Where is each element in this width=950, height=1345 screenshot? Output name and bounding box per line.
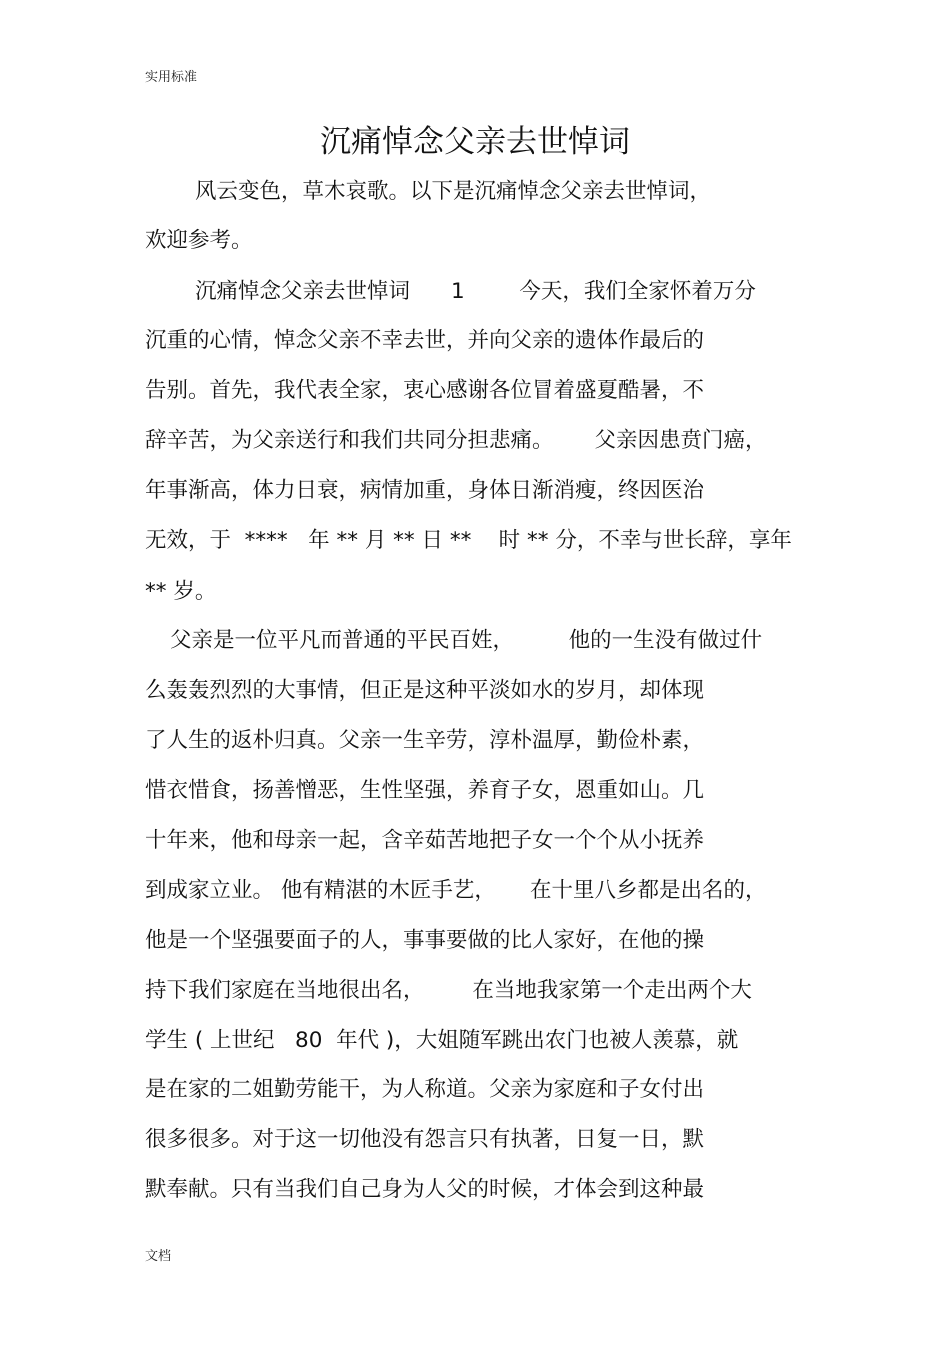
document-title: 沉痛悼念父亲去世悼词	[320, 124, 630, 160]
body-line: 年事渐高，体力日衰，病情加重，身体日渐消瘦，终因医治	[145, 478, 705, 503]
body-line: 默奉献。只有当我们自己身为人父的时候，才体会到这种最	[145, 1177, 705, 1202]
body-line: 风云变色，草木哀歌。以下是沉痛悼念父亲去世悼词，	[195, 179, 712, 204]
body-line: 是在家的二姐勤劳能干，为人称道。父亲为家庭和子女付出	[145, 1077, 705, 1102]
body-line: 持下我们家庭在当地很出名， 在当地我家第一个走出两个大	[145, 978, 752, 1003]
body-line: 沉重的心情，悼念父亲不幸去世，并向父亲的遗体作最后的	[145, 328, 705, 353]
page-header-label: 实用标准	[145, 70, 198, 85]
body-line: 很多很多。对于这一切他没有怨言只有执著，日复一日，默	[145, 1127, 705, 1152]
body-line: 辞辛苦，为父亲送行和我们共同分担悲痛。 父亲因患贲门癌，	[145, 428, 767, 453]
body-line: 十年来，他和母亲一起，含辛茹苦地把子女一个个从小抚养	[145, 828, 705, 853]
body-line: 惜衣惜食，扬善憎恶，生性坚强，养育子女，恩重如山。几	[145, 778, 705, 803]
page-footer-label: 文档	[145, 1249, 172, 1264]
body-line: 到成家立业。 他有精湛的木匠手艺， 在十里八乡都是出名的，	[145, 878, 767, 903]
body-line: 了人生的返朴归真。父亲一生辛劳，淳朴温厚，勤俭朴素，	[145, 728, 705, 753]
body-line: 他是一个坚强要面子的人，事事要做的比人家好，在他的操	[145, 928, 705, 953]
body-line: 欢迎参考。	[145, 228, 253, 253]
body-line: 无效，于 **** 年 ** 月 ** 日 ** 时 ** 分，不幸与世长辞，享年	[145, 528, 792, 553]
body-line: 告别。首先，我代表全家，衷心感谢各位冒着盛夏酷暑，不	[145, 378, 705, 403]
body-line: 学生 ( 上世纪 80 年代 )，大姐随军跳出农门也被人羡慕，就	[145, 1028, 739, 1053]
body-line: 父亲是一位平凡而普通的平民百姓， 他的一生没有做过什	[170, 628, 763, 653]
body-line: 沉痛悼念父亲去世悼词 1 今天，我们全家怀着万分	[195, 279, 756, 304]
body-line: ** 岁。	[145, 579, 217, 604]
body-line: 么轰轰烈烈的大事情，但正是这种平淡如水的岁月，却体现	[145, 678, 705, 703]
